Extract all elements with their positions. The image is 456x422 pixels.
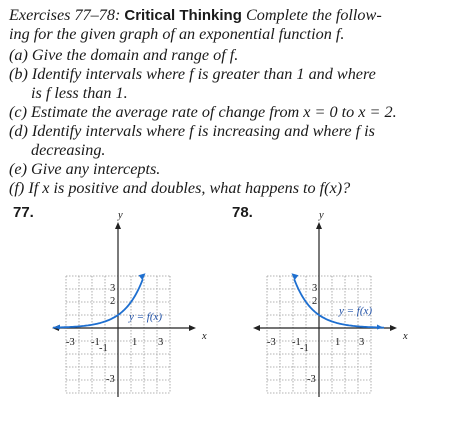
exponential-curve [294, 280, 384, 328]
y-tick-label: -1 [99, 343, 108, 354]
y-axis-label: y [319, 210, 324, 221]
axes [253, 222, 397, 397]
exercise-number-77: 77. [13, 204, 34, 221]
part-d [9, 122, 375, 140]
y-tick-label: 2 [110, 296, 116, 307]
function-label: y = f(x) [339, 305, 373, 317]
part-e [9, 160, 160, 178]
x-tick-label: -1 [292, 337, 301, 348]
x-tick-label: 1 [132, 337, 138, 348]
part-label: (c) [9, 103, 27, 121]
part-c [9, 103, 397, 121]
x-tick-label: 3 [359, 337, 365, 348]
x-tick-label: -3 [267, 337, 276, 348]
exercise-number-78: 78. [232, 204, 253, 221]
x-axis-arrow-icon [390, 325, 397, 331]
part-label: (e) [9, 160, 27, 178]
part-b [9, 65, 376, 83]
x-tick-label: -3 [66, 337, 75, 348]
exercise-range: Exercises 77–78: [9, 6, 121, 24]
part-text: Identify intervals where f is greater than 1 and where [31, 65, 376, 83]
x-tick-label: 1 [335, 337, 341, 348]
y-tick-label: 3 [110, 283, 116, 294]
part-text: Identify intervals where f is increasing and where f is [31, 122, 375, 140]
y-axis-label: y [118, 210, 123, 221]
y-axis-arrow-icon [115, 222, 121, 229]
part-f [9, 179, 350, 197]
y-tick-label: 3 [312, 283, 318, 294]
y-tick-label: -1 [300, 343, 309, 354]
graph-78 [239, 210, 439, 410]
exercise-header [9, 6, 382, 25]
part-b-continued: is f less than 1. [31, 84, 128, 102]
y-axis-arrow-icon [316, 222, 322, 229]
part-label: (b) [9, 65, 28, 83]
part-label: (f) [9, 179, 25, 197]
y-tick-label: -3 [106, 374, 115, 385]
part-d-continued: decreasing. [31, 141, 106, 159]
section-title: Critical Thinking [124, 7, 242, 24]
graph-77 [20, 210, 220, 410]
y-tick-label: 2 [312, 296, 318, 307]
part-label: (d) [9, 122, 28, 140]
part-text: Estimate the average rate of change from x = 0 to x = 2. [31, 103, 397, 121]
y-tick-label: -3 [307, 374, 316, 385]
x-tick-label: 3 [158, 337, 164, 348]
x-tick-label: -1 [91, 337, 100, 348]
x-axis-arrow-icon [253, 325, 260, 331]
x-axis-arrow-icon [189, 325, 196, 331]
instruction-continued: ing for the given graph of an exponential function f. [9, 25, 345, 43]
x-axis-label: x [403, 331, 408, 342]
x-axis-label: x [202, 331, 207, 342]
part-label: (a) [9, 46, 28, 64]
part-text: If x is positive and doubles, what happens to f(x)? [28, 179, 351, 197]
part-a [9, 46, 238, 64]
instruction-text: Complete the follow- [245, 6, 382, 24]
part-text: Give the domain and range of f. [31, 46, 239, 64]
function-label: y = f(x) [129, 311, 163, 323]
part-text: Give any intercepts. [31, 160, 161, 178]
